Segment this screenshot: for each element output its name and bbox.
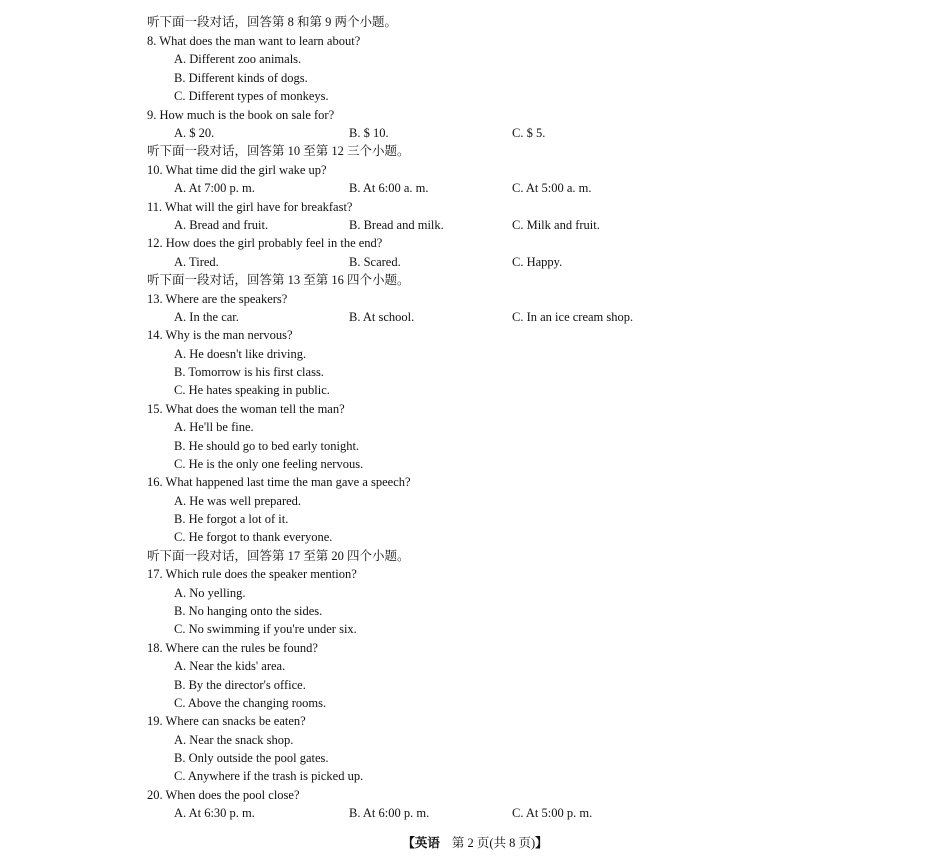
question-option: B. Bread and milk. [349,218,444,232]
footer-subject: 英语 [414,836,440,850]
question-option: C. Different types of monkeys. [174,89,329,103]
footer-bracket-close: 】 [535,836,548,850]
question-option: C. At 5:00 a. m. [512,181,592,195]
question-option: C. Anywhere if the trash is picked up. [174,769,364,783]
question-text: 17. Which rule does the speaker mention? [147,567,357,581]
footer-bracket-open: 【 [402,836,415,850]
question-option: A. $ 20. [174,126,215,140]
question-option: C. $ 5. [512,126,546,140]
question-option: A. Near the kids' area. [174,659,286,673]
question-option: B. Scared. [349,255,401,269]
question-option: A. Tired. [174,255,219,269]
question-option: B. No hanging onto the sides. [174,604,323,618]
question-option: C. He hates speaking in public. [174,383,330,397]
question-option: B. $ 10. [349,126,389,140]
question-text: 19. Where can snacks be eaten? [147,714,306,728]
question-text: 14. Why is the man nervous? [147,328,293,342]
question-option: C. Milk and fruit. [512,218,600,232]
question-text: 8. What does the man want to learn about? [147,34,361,48]
question-option: A. He doesn't like driving. [174,347,307,361]
question-option: A. He was well prepared. [174,494,302,508]
question-option: B. Only outside the pool gates. [174,751,329,765]
question-option: B. At 6:00 p. m. [349,806,430,820]
question-option: B. Different kinds of dogs. [174,71,308,85]
question-text: 16. What happened last time the man gave a speech? [147,475,411,489]
question-option: C. In an ice cream shop. [512,310,634,324]
question-option: A. At 6:30 p. m. [174,806,255,820]
question-text: 9. How much is the book on sale for? [147,108,335,122]
question-option: C. He forgot to thank everyone. [174,530,333,544]
question-text: 20. When does the pool close? [147,788,300,802]
question-text: 10. What time did the girl wake up? [147,163,327,177]
question-option: C. He is the only one feeling nervous. [174,457,364,471]
section-instruction: 听下面一段对话，回答第 13 至第 16 四个小题。 [147,273,410,287]
question-option: B. Tomorrow is his first class. [174,365,324,379]
question-option: C. Above the changing rooms. [174,696,327,710]
page-footer [0,836,950,851]
question-option: A. In the car. [174,310,239,324]
question-text: 15. What does the woman tell the man? [147,402,345,416]
question-option: B. He forgot a lot of it. [174,512,289,526]
question-option: B. By the director's office. [174,678,306,692]
section-instruction: 听下面一段对话，回答第 8 和第 9 两个小题。 [147,15,398,29]
question-option: C. No swimming if you're under six. [174,622,357,636]
question-option: A. Near the snack shop. [174,733,294,747]
question-text: 18. Where can the rules be found? [147,641,318,655]
question-text: 12. How does the girl probably feel in the end? [147,236,383,250]
question-option: A. Different zoo animals. [174,52,302,66]
section-instruction: 听下面一段对话，回答第 10 至第 12 三个小题。 [147,144,410,158]
question-option: B. He should go to bed early tonight. [174,439,360,453]
question-text: 13. Where are the speakers? [147,292,288,306]
section-instruction: 听下面一段对话，回答第 17 至第 20 四个小题。 [147,549,410,563]
question-option: A. He'll be fine. [174,420,254,434]
question-text: 11. What will the girl have for breakfast? [147,200,353,214]
question-option: C. Happy. [512,255,563,269]
footer-page-number: 第 2 页(共 8 页) [451,836,536,850]
question-option: B. At 6:00 a. m. [349,181,429,195]
question-option: A. Bread and fruit. [174,218,269,232]
question-option: A. At 7:00 p. m. [174,181,255,195]
question-option: A. No yelling. [174,586,246,600]
question-option: C. At 5:00 p. m. [512,806,593,820]
question-option: B. At school. [349,310,415,324]
